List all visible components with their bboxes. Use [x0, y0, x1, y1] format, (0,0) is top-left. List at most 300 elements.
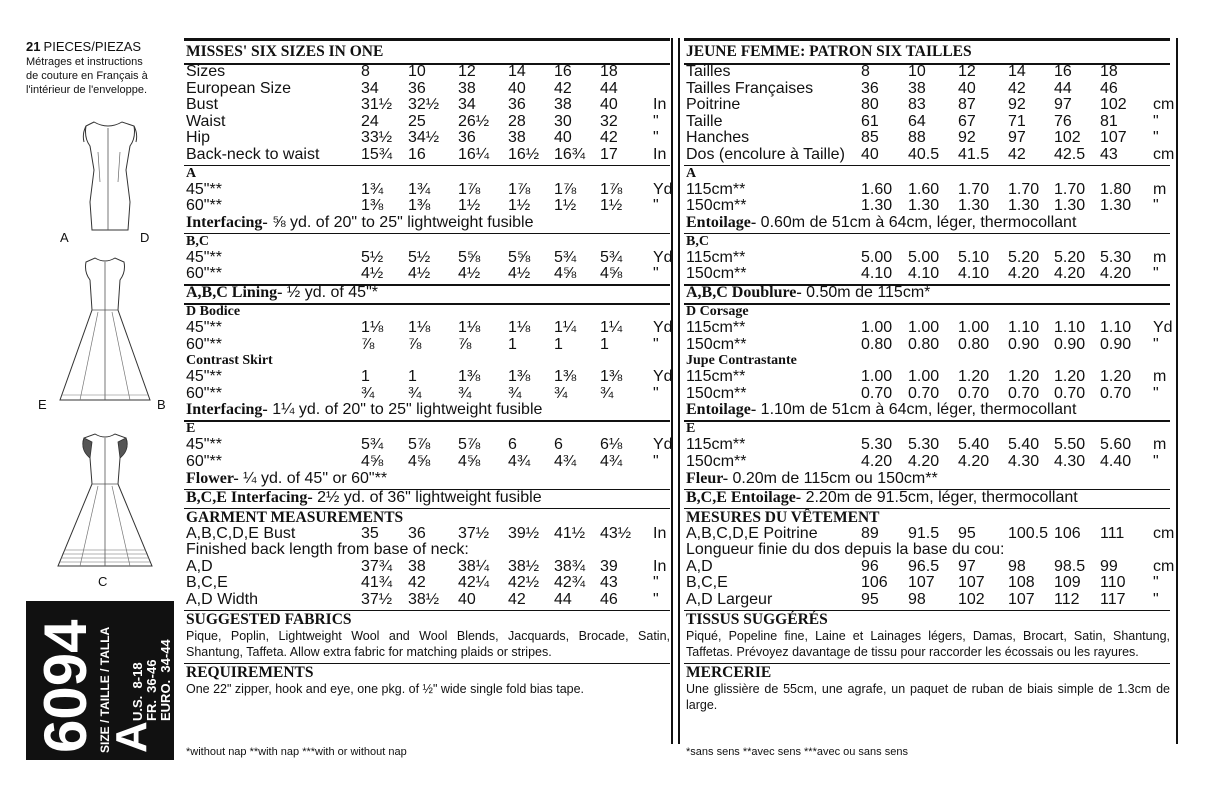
- table-row: [186, 559, 670, 575]
- row-label: Dos (encolure à Taille): [686, 146, 845, 163]
- cell-size-3: 37½: [458, 524, 490, 542]
- section-heading: MESURES DU VÊTEMENT: [686, 508, 880, 526]
- row-label: 45"**: [186, 368, 222, 386]
- cell-size-6: 4¾: [600, 453, 623, 470]
- cell-size-3: 107: [958, 574, 985, 592]
- row-unit: Yd: [653, 368, 673, 386]
- table-row: [686, 266, 1170, 282]
- row-label: 45"**: [186, 436, 222, 454]
- cell-size-1: 8: [861, 63, 870, 80]
- cell-size-2: 1: [408, 368, 417, 386]
- us-sizes: 8-18: [130, 662, 145, 689]
- cell-size-5: 102: [1054, 129, 1081, 147]
- cell-size-2: 64: [908, 112, 926, 130]
- pieces-count: 21: [26, 39, 41, 54]
- row-unit: ": [1153, 453, 1159, 470]
- cell-size-3: 1.20: [958, 368, 990, 386]
- dress-a-d-illustration: [60, 112, 160, 242]
- cell-size-3: 1½: [458, 197, 481, 215]
- cell-size-1: 4.20: [861, 453, 893, 470]
- cell-size-1: 5.30: [861, 436, 893, 454]
- row-label: 60"**: [186, 453, 222, 470]
- fig-label-c: C: [98, 574, 108, 589]
- cell-size-4: 36: [508, 96, 526, 114]
- cell-size-1: 1¾: [361, 180, 384, 198]
- table-row: [686, 437, 1170, 453]
- section-heading: JEUNE FEMME: PATRON SIX TAILLES: [686, 43, 972, 60]
- cell-size-1: 41¾: [361, 574, 393, 592]
- row-unit: m: [1153, 180, 1167, 198]
- cell-size-2: 5.00: [908, 248, 940, 266]
- cell-size-5: 1½: [554, 197, 577, 215]
- row-label: 150cm**: [686, 197, 747, 215]
- cell-size-5: 16: [1054, 63, 1072, 80]
- cell-size-6: 0.70: [1100, 384, 1132, 402]
- cell-size-2: 25: [408, 112, 426, 130]
- table-row: [686, 369, 1170, 385]
- note-label: Flower-: [186, 469, 239, 487]
- cell-size-1: 1: [361, 368, 370, 386]
- row-label: 45"**: [186, 180, 222, 198]
- cell-size-1: 34: [361, 79, 379, 97]
- cell-size-1: 1⅛: [361, 319, 384, 336]
- row-label: Taille: [686, 112, 723, 130]
- row-unit: ": [653, 265, 659, 283]
- cell-size-6: 39: [600, 557, 618, 575]
- row-unit: Yd: [653, 319, 673, 336]
- row-unit: In: [653, 557, 667, 575]
- cell-size-3: 40: [958, 79, 976, 97]
- cell-size-1: 1.60: [861, 180, 893, 198]
- cell-size-1: ⅞: [361, 335, 375, 353]
- cell-size-1: 33½: [361, 129, 393, 147]
- cell-size-4: 1.30: [1008, 197, 1040, 215]
- cell-size-4: 1⅛: [508, 319, 531, 336]
- note-row: [686, 490, 1078, 506]
- cell-size-6: 1.20: [1100, 368, 1132, 386]
- row-unit: ": [1153, 574, 1159, 592]
- cell-size-2: 36: [408, 79, 426, 97]
- cell-size-5: 38¾: [554, 557, 586, 575]
- table-row: [186, 368, 673, 386]
- note-label: Interfacing-: [186, 213, 268, 231]
- cell-size-4: 42: [508, 591, 526, 608]
- cell-size-5: 16: [554, 63, 572, 80]
- dress-e-b-illustration: [40, 250, 170, 415]
- fr-sizes: 36-46: [144, 659, 159, 693]
- note-row: [686, 471, 938, 487]
- cell-size-6: 107: [1100, 129, 1127, 147]
- cell-size-2: 4⅝: [408, 453, 431, 470]
- row-unit: cm: [1153, 96, 1175, 114]
- cell-size-6: 43½: [600, 524, 632, 542]
- cell-size-2: 34½: [408, 129, 440, 147]
- note-row: [686, 215, 1076, 231]
- note-text: 1.10m de 51cm à 64cm, léger, thermocollant: [756, 401, 1077, 419]
- row-label: A,B,C,D,E Poitrine: [686, 524, 818, 542]
- cell-size-3: 1.30: [958, 197, 990, 215]
- table-row: [686, 524, 1175, 542]
- row-unit: In: [653, 146, 667, 163]
- cell-size-5: 97: [1054, 96, 1072, 114]
- cell-size-3: 12: [958, 63, 976, 80]
- row-label: A,D Width: [186, 591, 259, 608]
- cell-size-2: 16: [408, 146, 426, 163]
- cell-size-5: 109: [1054, 574, 1081, 592]
- euro-sizes: 34-44: [158, 639, 173, 673]
- row-label: Poitrine: [686, 96, 741, 114]
- en-top-rule: [184, 38, 670, 41]
- size-label: SIZE / TAILLE / TALLA: [98, 626, 112, 753]
- row-label: 60"**: [186, 335, 222, 353]
- note-label: Entoilage-: [686, 401, 757, 419]
- cell-size-5: 4⅝: [554, 265, 577, 283]
- cell-size-6: 1.80: [1100, 180, 1132, 198]
- section-heading: D Corsage: [686, 304, 749, 319]
- note-label: B,C,E Entoilage-: [686, 488, 802, 506]
- section-heading: Jupe Contrastante: [686, 353, 797, 369]
- cell-size-5: 76: [1054, 112, 1072, 130]
- cell-size-5: 44: [1054, 79, 1072, 97]
- cell-size-1: 85: [861, 129, 879, 147]
- section-heading: MISSES' SIX SIZES IN ONE: [186, 43, 384, 60]
- row-unit: ": [1153, 112, 1159, 130]
- cell-size-5: 6: [554, 436, 563, 454]
- row-unit: ": [653, 453, 659, 470]
- cell-size-6: 1⅜: [600, 368, 623, 386]
- cell-size-2: 4.20: [908, 453, 940, 470]
- table-row: [686, 96, 1175, 114]
- table-row: [686, 454, 1170, 470]
- cell-size-3: 97: [958, 557, 976, 575]
- cell-size-6: 6⅛: [600, 436, 623, 454]
- cell-size-6: 46: [600, 591, 618, 608]
- table-row: [686, 130, 1170, 146]
- note-row: [186, 215, 534, 231]
- cell-size-6: 43: [1100, 146, 1118, 163]
- row-label: 60"**: [186, 384, 222, 402]
- table-row: [186, 114, 670, 130]
- cell-size-6: 4.20: [1100, 265, 1132, 283]
- cell-size-1: 24: [361, 112, 379, 130]
- cell-size-1: 35: [361, 524, 379, 542]
- cell-size-6: 1: [600, 335, 609, 353]
- section-rule: [184, 420, 670, 422]
- section-rule: [184, 303, 670, 305]
- cell-size-4: 42: [1008, 146, 1026, 163]
- cell-size-5: 98.5: [1054, 557, 1086, 575]
- cell-size-1: 0.70: [861, 384, 893, 402]
- cell-size-6: 1.10: [1100, 319, 1132, 336]
- cell-size-4: 28: [508, 112, 526, 130]
- cell-size-2: 36: [408, 524, 426, 542]
- row-unit: In: [653, 96, 667, 114]
- cell-size-2: 1⅜: [408, 197, 431, 215]
- note-row: [186, 471, 387, 487]
- cell-size-6: 46: [1100, 79, 1118, 97]
- note-text: 1¼ yd. of 20" to 25" lightweight fusible: [267, 401, 543, 419]
- cell-size-4: 14: [1008, 63, 1026, 80]
- fig-label-d: D: [140, 230, 150, 245]
- cell-size-1: 5¾: [361, 436, 384, 454]
- cell-size-2: 5½: [408, 248, 431, 266]
- cell-size-5: 41½: [554, 524, 586, 542]
- note-label: B,C,E Interfacing-: [186, 488, 313, 506]
- cell-size-6: 5¾: [600, 248, 623, 266]
- row-unit: cm: [1153, 557, 1175, 575]
- us-label: U.S.: [130, 695, 145, 721]
- cell-size-3: 34: [458, 96, 476, 114]
- cell-size-6: 99: [1100, 557, 1118, 575]
- note-label: A,B,C Lining-: [186, 284, 283, 301]
- cell-size-4: 5.40: [1008, 436, 1040, 454]
- row-label: 45"**: [186, 319, 222, 336]
- pattern-number: 6094: [32, 619, 99, 753]
- cell-size-3: 41.5: [958, 146, 990, 163]
- cell-size-2: 88: [908, 129, 926, 147]
- cell-size-3: 1⅛: [458, 319, 481, 336]
- table-row: [186, 180, 673, 198]
- table-row: [186, 319, 673, 336]
- cell-size-3: 5.40: [958, 436, 990, 454]
- row-unit: cm: [1153, 146, 1175, 163]
- row-label: B,C,E: [686, 574, 728, 592]
- cell-size-1: 31½: [361, 96, 393, 114]
- fig-label-b: B: [157, 397, 166, 412]
- cell-size-3: 38¼: [458, 557, 490, 575]
- cell-size-2: 5.30: [908, 436, 940, 454]
- cell-size-5: 1.70: [1054, 180, 1086, 198]
- section-heading: D Bodice: [186, 304, 241, 319]
- row-label: 115cm**: [686, 180, 746, 198]
- cell-size-4: 98: [1008, 557, 1026, 575]
- row-label: 115cm**: [686, 368, 746, 386]
- note-row: [186, 285, 378, 301]
- table-row: [686, 386, 1170, 402]
- cell-size-2: 1⅛: [408, 319, 431, 336]
- row-label: 115cm**: [686, 248, 746, 266]
- cell-size-3: 4.20: [958, 453, 990, 470]
- cell-size-6: 1½: [600, 197, 623, 215]
- cell-size-5: 5.20: [1054, 248, 1086, 266]
- cell-size-5: 0.90: [1054, 335, 1086, 353]
- paragraph: Piqué, Popeline fine, Laine et Lainages légers, Damas, Brocart, Satin, Shantung, Taffetas. Prévoyez davantage de tissu pour raccorder les écossais ou les rayures.: [686, 628, 1170, 659]
- row-unit: ": [653, 112, 659, 130]
- cell-size-4: 1.20: [1008, 368, 1040, 386]
- cell-size-3: ¾: [458, 384, 472, 402]
- row-unit: ": [653, 335, 659, 353]
- section-heading: E: [186, 421, 196, 437]
- cell-size-6: 0.90: [1100, 335, 1132, 353]
- table-row: [186, 64, 670, 80]
- cell-size-6: 102: [1100, 96, 1127, 114]
- cell-size-3: 4⅝: [458, 453, 481, 470]
- cell-size-6: 43: [600, 574, 618, 592]
- cell-size-3: 4.10: [958, 265, 990, 283]
- cell-size-3: 4½: [458, 265, 481, 283]
- fr-label: FR.: [144, 700, 159, 721]
- note-row: [686, 402, 1076, 418]
- note-label: Interfacing-: [186, 401, 268, 419]
- cell-size-3: 102: [958, 591, 985, 608]
- cell-size-5: 16¾: [554, 146, 586, 163]
- cell-size-3: 5⅞: [458, 436, 481, 454]
- cell-size-3: 1.70: [958, 180, 990, 198]
- en-footnote: *without nap **with nap ***with or without nap: [186, 746, 407, 758]
- row-label: A,B,C,D,E Bust: [186, 524, 296, 542]
- cell-size-6: 42: [600, 129, 618, 147]
- row-label: 60"**: [186, 197, 222, 215]
- table-row: [186, 248, 673, 266]
- note-text: 0.50m de 115cm*: [801, 284, 931, 301]
- cell-size-3: 40: [458, 591, 476, 608]
- cell-size-6: 1.30: [1100, 197, 1132, 215]
- euro-label: EURO.: [158, 679, 173, 721]
- note-text: 0.60m de 51cm à 64cm, léger, thermocollant: [756, 213, 1077, 231]
- cell-size-2: 96.5: [908, 557, 940, 575]
- finished-length-label: Longueur finie du dos depuis la base du cou:: [686, 541, 1005, 559]
- row-unit: Yd: [1153, 319, 1173, 336]
- cell-size-4: 97: [1008, 129, 1026, 147]
- section-heading: A: [686, 165, 697, 181]
- cell-size-5: 1¼: [554, 319, 577, 336]
- cell-size-6: 110: [1100, 574, 1126, 592]
- cell-size-6: 32: [600, 112, 618, 130]
- note-label: Fleur-: [686, 469, 729, 487]
- cell-size-2: 0.70: [908, 384, 940, 402]
- row-unit: ": [1153, 591, 1159, 608]
- section-heading: GARMENT MEASUREMENTS: [186, 508, 404, 526]
- cell-size-3: 1⅞: [458, 180, 481, 198]
- row-unit: m: [1153, 436, 1167, 454]
- cell-size-2: 38½: [408, 591, 440, 608]
- cell-size-5: 4.30: [1054, 453, 1086, 470]
- row-unit: ": [653, 574, 659, 592]
- section-heading: A: [186, 165, 197, 181]
- cell-size-5: 4¾: [554, 453, 577, 470]
- size-letter: A: [107, 721, 156, 753]
- table-row: [186, 454, 670, 470]
- cell-size-1: 5.00: [861, 248, 893, 266]
- table-row: [686, 182, 1170, 198]
- section-rule: [184, 165, 670, 167]
- cell-size-5: 1⅜: [554, 368, 577, 386]
- cell-size-4: ¾: [508, 384, 522, 402]
- note-text: 0.20m de 115cm ou 150cm**: [728, 469, 938, 487]
- cell-size-3: 0.80: [958, 335, 990, 353]
- row-label: Hanches: [686, 129, 750, 147]
- cell-size-1: 37¾: [361, 557, 393, 575]
- cell-size-4: 6: [508, 436, 517, 454]
- row-unit: ": [653, 591, 659, 608]
- row-unit: Yd: [653, 436, 673, 454]
- note-row: [186, 490, 542, 506]
- note-row: [186, 402, 542, 418]
- table-row: [186, 386, 670, 402]
- cell-size-4: 1.10: [1008, 319, 1040, 336]
- cell-size-4: 5.20: [1008, 248, 1040, 266]
- section-heading: B,C: [186, 233, 209, 249]
- note-text: 2.20m de 91.5cm, léger, thermocollant: [801, 488, 1078, 506]
- cell-size-1: 96: [861, 557, 879, 575]
- cell-size-1: 95: [861, 591, 879, 608]
- note-text: ½ yd. of 45"*: [282, 284, 378, 301]
- row-label: 150cm**: [686, 384, 747, 402]
- row-label: A,D: [186, 557, 213, 575]
- row-label: Back-neck to waist: [186, 146, 320, 163]
- cell-size-5: ¾: [554, 384, 568, 402]
- cell-size-2: 0.80: [908, 335, 940, 353]
- cell-size-1: 36: [861, 79, 879, 97]
- cell-size-3: 0.70: [958, 384, 990, 402]
- cell-size-4: 38½: [508, 557, 540, 575]
- table-row: [686, 81, 1170, 97]
- row-label: 45"**: [186, 248, 222, 266]
- cell-size-6: 117: [1100, 591, 1126, 608]
- cell-size-4: 42: [1008, 79, 1026, 97]
- section-rule: [184, 233, 670, 235]
- cell-size-2: 83: [908, 96, 926, 114]
- cell-size-2: 10: [408, 63, 426, 80]
- cell-size-1: 80: [861, 96, 879, 114]
- row-unit: ": [1153, 335, 1159, 353]
- row-unit: ": [653, 197, 659, 215]
- cell-size-1: ¾: [361, 384, 375, 402]
- table-row: [686, 592, 1170, 608]
- section-rule: [684, 165, 1170, 167]
- dress-c-illustration: [40, 428, 170, 578]
- cell-size-4: 0.70: [1008, 384, 1040, 402]
- row-unit: m: [1153, 248, 1167, 266]
- section-heading: Contrast Skirt: [186, 353, 273, 369]
- cell-size-5: 30: [554, 112, 572, 130]
- cell-size-2: 1¾: [408, 180, 431, 198]
- cell-size-6: 4⅝: [600, 265, 623, 283]
- cell-size-1: 37½: [361, 591, 393, 608]
- cell-size-1: 0.80: [861, 335, 893, 353]
- section-heading: TISSUS SUGGÉRÉS: [686, 610, 828, 628]
- cell-size-3: 36: [458, 129, 476, 147]
- table-row: [686, 319, 1173, 336]
- cell-size-2: 1.00: [908, 368, 940, 386]
- table-row: [686, 198, 1170, 214]
- table-row: [186, 81, 670, 97]
- cell-size-1: 4⅝: [361, 453, 384, 470]
- cell-size-6: 111: [1100, 524, 1125, 542]
- row-unit: Yd: [653, 248, 673, 266]
- cell-size-5: 42¾: [554, 574, 586, 592]
- cell-size-4: 1: [508, 335, 517, 353]
- section-heading: B,C: [686, 233, 709, 249]
- table-row: [186, 526, 670, 542]
- cell-size-3: 12: [458, 63, 476, 80]
- cell-size-5: 1: [554, 335, 563, 353]
- left-header: [26, 40, 176, 97]
- table-row: [186, 592, 670, 608]
- cell-size-4: 92: [1008, 96, 1026, 114]
- cell-size-3: ⅞: [458, 335, 472, 353]
- table-row: [686, 575, 1170, 591]
- cell-size-1: 89: [861, 524, 879, 542]
- french-note-3: l'intérieur de l'enveloppe.: [26, 84, 147, 96]
- cell-size-3: 26½: [458, 112, 490, 130]
- note-label: A,B,C Doublure-: [686, 284, 802, 301]
- note-label: Entoilage-: [686, 213, 757, 231]
- cell-size-3: 16¼: [458, 146, 490, 163]
- row-label: 60"**: [186, 265, 222, 283]
- cell-size-1: 5½: [361, 248, 384, 266]
- cell-size-3: 5⅝: [458, 248, 481, 266]
